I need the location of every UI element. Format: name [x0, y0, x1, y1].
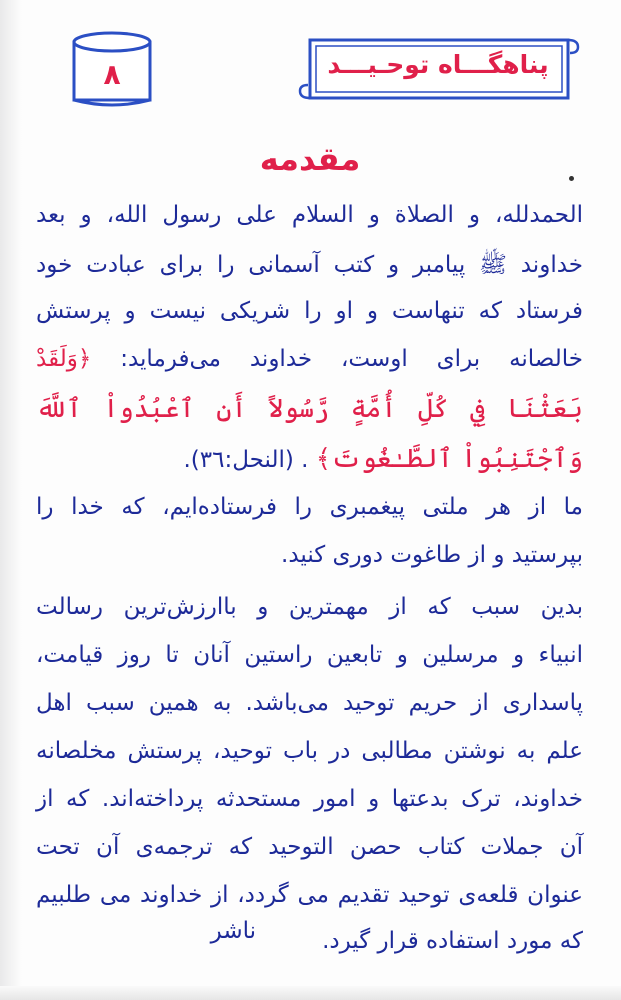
- paragraph-text: خالصانه برای اوست، خداوند می‌فرماید:: [91, 346, 583, 372]
- paragraph-line: پاسداری از حریم توحید می‌باشد. به همین سبب اهل: [36, 690, 583, 716]
- paragraph-line: خداوند، ترک بدعتها و امور مستحدثه پرداخته‌اند. که از: [36, 786, 583, 812]
- chapter-banner: [296, 30, 582, 108]
- paragraph-line: عنوان قلعه‌ی توحید تقدیم می گردد، از خداوند می طلبیم: [36, 882, 583, 908]
- paragraph-line-mixed: [36, 444, 583, 474]
- paragraph-line: آن جملات کتاب حصن التوحید که ترجمه‌ی آن تحت: [36, 834, 583, 860]
- paragraph-line: فرستاد که تنهاست و او را شریکی نیست و پرستش: [36, 298, 583, 324]
- paragraph-line: الحمدلله، و الصلاة و السلام علی رسول الله، و بعد: [36, 202, 583, 228]
- section-heading: مقدمه: [259, 140, 361, 178]
- quran-verse-text: ﴿وَلَقَدْ: [36, 346, 92, 372]
- publisher-signature: ناشر: [210, 918, 256, 944]
- quran-verse-text: وَٱجْتَنِبُواْ ٱلطَّـٰغُوتَ﴾: [315, 444, 583, 474]
- page-bottom-edge: [0, 986, 621, 1000]
- paragraph-line: ما از هر ملتی پیغمبری را فرستاده‌ایم، که خدا را: [36, 494, 583, 520]
- paragraph-line-mixed: [36, 346, 583, 372]
- quran-verse-line: بَعَثْنَا فِي كُلِّ أُمَّةٍ رَّسُولاً أَنِ ٱعْبُدُواْ ٱللَّهَ: [36, 394, 583, 424]
- paragraph-line: انبیاء و مرسلین و تابعین راستین آنان تا روز قیامت،: [36, 642, 583, 668]
- verse-reference: . (النحل:٣٦).: [183, 447, 309, 473]
- page-binding-edge: [0, 0, 22, 1000]
- paragraph-line: بدین سبب که از مهمترین و باارزش‌ترین رسالت: [36, 594, 583, 620]
- paragraph-line: که مورد استفاده قرار گیرد.: [322, 928, 583, 954]
- paragraph-line: علم به نوشتن مطالبی در باب توحید، پرستش مخلصانه: [36, 738, 583, 764]
- faint-show-through-text: [190, 58, 290, 76]
- paragraph-line: بپرستید و از طاغوت دوری کنید.: [281, 542, 583, 568]
- chapter-title: پناهگـــاه توحـیـــد: [327, 50, 549, 79]
- page-number: ۸: [103, 58, 121, 91]
- paragraph-line: خداوند ﷺ پیامبر و کتب آسمانی را برای عبادت خود: [36, 252, 583, 278]
- margin-dot: [569, 176, 574, 181]
- page-number-badge: [70, 30, 154, 110]
